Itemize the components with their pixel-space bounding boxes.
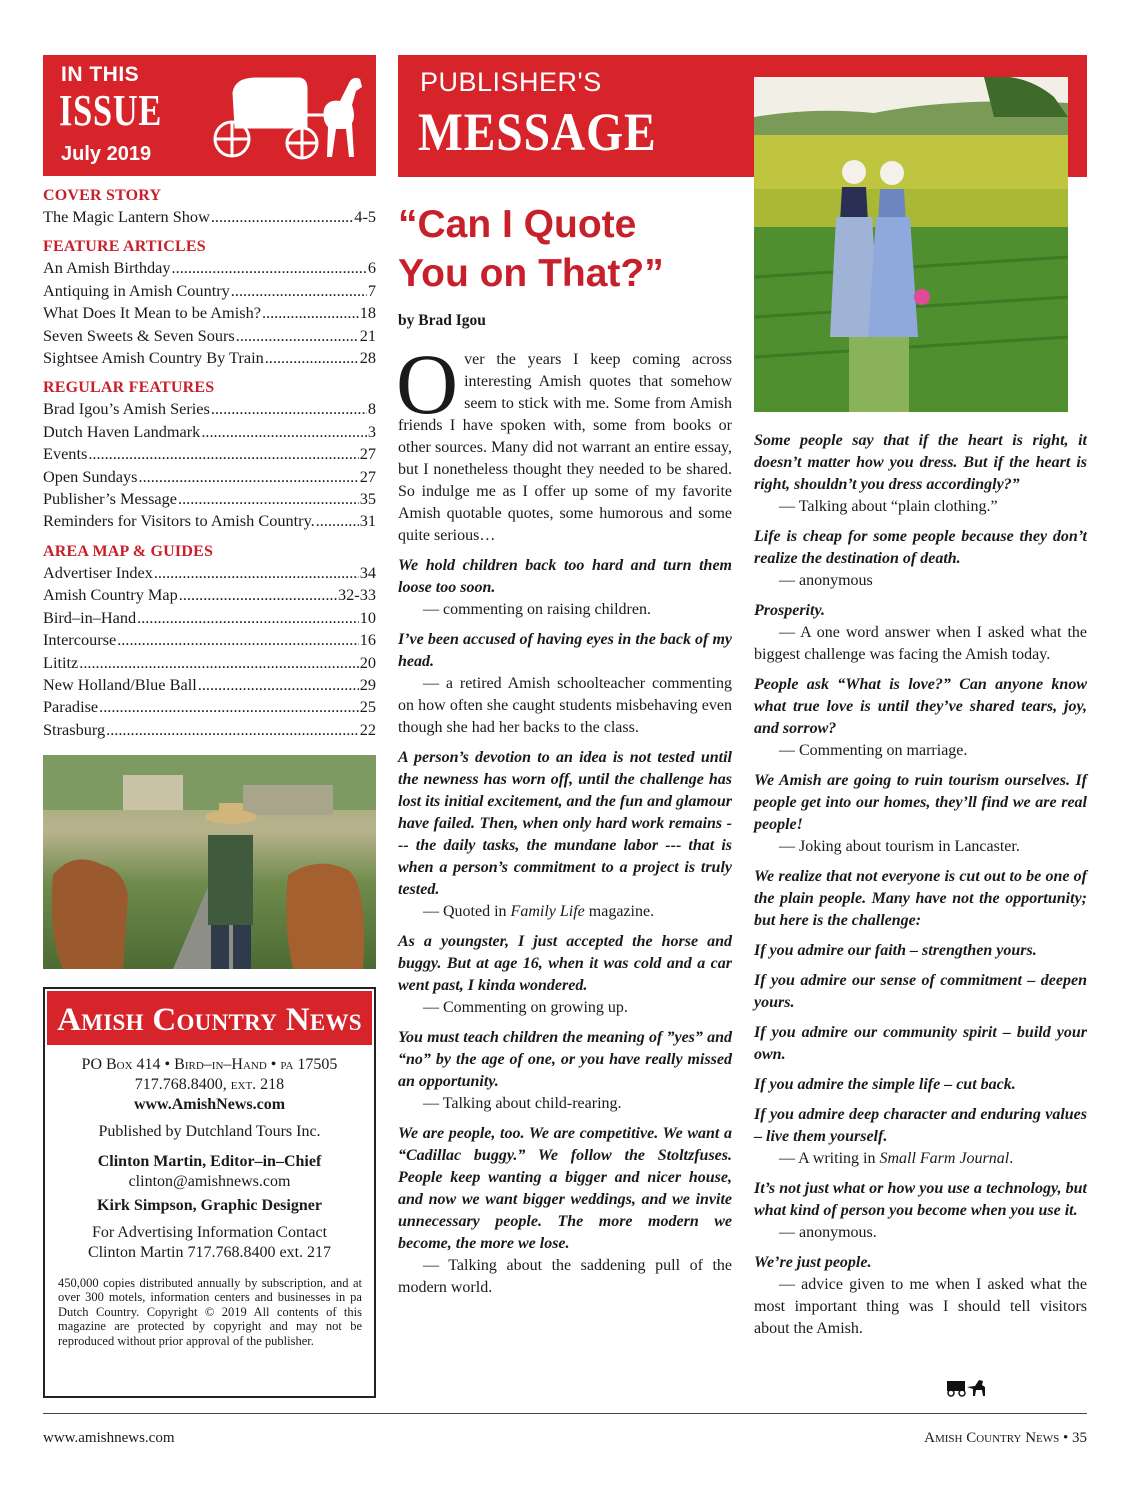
intro-text: ver the years I keep coming across interesting Amish quotes that somehow seem to stick with me. Some from Amish friends I have spoken with, some from books or other sources. Many did not warrant an entire essay, but I nonetheless thought they needed to be shared. So indulge me as I offer up some of my favorite Amish quotable quotes, some humorous and some quite serious… [398,351,732,544]
quote-text: You must teach children the meaning of ”yes” and “no” by the age of one, or you have really missed an opportunity. [398,1029,732,1090]
toc-entry-page: 3 [367,421,376,441]
toc-entry-title: Publisher’s Message [43,489,178,509]
toc-entry-title: Events [43,444,88,464]
toc-entry[interactable] [43,347,376,369]
amish-girls-in-cornfield-photo [754,77,1068,412]
quote-text: We’re just people. [754,1254,872,1271]
attribution-suffix: . [1009,1150,1014,1167]
toc-leader-dots [316,510,359,532]
toc-entry[interactable] [43,206,376,228]
toc-leader-dots [198,674,359,696]
toc-entry-page: 29 [359,674,376,694]
toc-leader-dots [262,302,359,324]
in-this-issue-banner [43,55,376,176]
quote-text: Some people say that if the heart is right, it doesn’t matter how you dress. But if the heart is right, shouldn’t you dress accordingly?” [754,432,1087,493]
toc-leader-dots [231,280,367,302]
quote-text: If you admire our sense of commitment – deepen yours. [754,972,1087,1011]
toc-leader-dots [99,696,359,718]
horse-and-buggy-icon [206,65,366,165]
amish-farmer-with-horses-photo [43,755,376,969]
article-column-middle [396,336,732,1307]
toc-leader-dots [117,629,358,651]
toc-entry-page: 28 [359,348,376,368]
toc-section-heading: FEATURE ARTICLES [43,238,206,256]
toc-entry-title: Brad Igou’s Amish Series [43,399,210,419]
toc-entry-page: 18 [359,303,376,323]
masthead-advertising-line1: For Advertising Information Contact [91,1224,328,1241]
publication-title: Family Life [510,903,585,920]
toc-entry-page: 10 [359,607,376,627]
toc-entry[interactable] [43,280,376,302]
toc-entry-title: Advertiser Index [43,562,153,582]
toc-section-heading: COVER STORY [43,187,162,204]
quote-attribution: — Talking about the saddening pull of the modern world. [398,1257,732,1296]
masthead-editor-email[interactable]: clinton@amishnews.com [128,1173,291,1190]
quote-attribution: — anonymous. [779,1224,877,1241]
toc-entry-title: What Does It Mean to be Amish? [43,303,261,323]
quote-text: We Amish are going to ruin tourism ourselves. If people get into our homes, they’ll find we are real people! [754,772,1087,833]
quotes-list-right [754,430,1087,1340]
masthead-phone: 717.768.8400, ext. 218 [134,1076,285,1093]
quote-text: A person’s devotion to an idea is not tested until the newness has worn off, until the challenge has lost its initial excitement, and the fun and glamour have failed. Then, when only hard work remains --- the daily tasks, the mundane labor --- that is when a person’s commitment to a project is truly tested. [398,749,732,898]
toc-entry[interactable] [43,652,376,674]
issue-banner-line1: IN THIS [61,63,140,86]
buggy-end-mark-icon [945,1377,991,1397]
toc-entry-title: Reminders for Visitors to Amish Country. [43,511,315,531]
toc-entry-title: Bird–in–Hand [43,607,137,627]
quote-attribution: — a retired Amish schoolteacher commenting on how often she caught students misbehaving even though she had her backs to the class. [398,675,732,736]
masthead-publisher: Published by Dutchland Tours Inc. [98,1123,321,1140]
quote-attribution: — Talking about child-rearing. [423,1095,622,1112]
quote-text: We hold children back too hard and turn them loose too soon. [398,557,732,596]
toc-entry-page: 16 [359,630,376,650]
quote-attribution [754,1148,1087,1170]
toc-entry-page: 31 [359,511,376,531]
toc-entry-page: 4-5 [354,207,376,226]
masthead-designer: Kirk Simpson, Graphic Designer [97,1197,322,1214]
toc-entry[interactable] [43,584,376,606]
toc-entry-page: 6 [367,258,376,278]
toc-entry[interactable] [43,719,376,741]
toc-leader-dots [137,607,359,629]
quote-attribution: — A one word answer when I asked what the biggest challenge was facing the Amish today. [754,624,1087,663]
toc-leader-dots [211,206,353,228]
drop-cap: O [396,336,459,432]
toc-entry[interactable] [43,562,376,584]
quotes-list-middle [398,555,732,1299]
quote-text: As a youngster, I just accepted the horse and buggy. But at age 16, when it was cold and a car went past, I kinda wondered. [398,933,732,994]
quote-text: I’ve been accused of having eyes in the back of my head. [398,631,732,670]
footer-divider [43,1413,1087,1414]
issue-banner-line2: ISSUE [59,86,163,135]
banner-line2: MESSAGE [418,102,657,162]
toc-entry-page: 35 [359,489,376,509]
quote-attribution: — Commenting on growing up. [423,999,628,1016]
toc-entry[interactable] [43,398,376,420]
toc-entry-page: 25 [359,697,376,717]
toc-section-heading: REGULAR FEATURES [43,379,215,397]
headline-line2: You on That?” [398,252,664,295]
toc-entry-title: Sightsee Amish Country By Train [43,348,264,368]
quote-attribution: — advice given to me when I asked what the most important thing was I should tell visitors about the Amish. [754,1276,1087,1337]
toc-entry[interactable] [43,443,376,465]
toc-entry-page: 20 [359,652,376,672]
toc-leader-dots [139,466,359,488]
quote-attribution [398,901,732,923]
toc-entry[interactable] [43,257,376,279]
table-of-contents [43,186,376,741]
toc-entry-page: 27 [359,466,376,486]
toc-entry[interactable] [43,325,376,347]
toc-entry-title: Amish Country Map [43,585,178,605]
quote-text: We realize that not everyone is cut out to be one of the plain people. Many have not the opportunity; but here is the challenge: [754,868,1087,929]
toc-entry-page: 34 [359,562,376,582]
article-intro [396,336,732,547]
footer-page-number: Amish Country News • 35 [924,1430,1087,1446]
headline-line1: “Can I Quote [398,203,637,246]
quote-text: It’s not just what or how you use a technology, but what kind of person you become when you use it. [754,1180,1087,1219]
quote-text: If you admire deep character and enduring values – live them yourself. [754,1106,1087,1145]
toc-entry[interactable] [43,302,376,324]
toc-leader-dots [236,325,359,347]
toc-entry-page: 32-33 [338,585,376,605]
toc-leader-dots [179,584,337,606]
toc-entry-title: The Magic Lantern Show [43,207,210,226]
quote-text: We are people, too. We are competitive. We want a “Cadillac buggy.” We follow the Stoltzfuses. People keep wanting a bigger and nicer house, and now we want bigger weddings, and we invite unnecessary people. The more modern we become, the more we lose. [398,1125,732,1252]
toc-entry[interactable] [43,421,376,443]
toc-leader-dots [265,347,359,369]
attribution-prefix: — A writing in [779,1150,880,1167]
quote-attribution: — Commenting on marriage. [779,742,968,759]
toc-entry-title: Paradise [43,697,99,717]
toc-entry-title: Seven Sweets & Seven Sours [43,325,235,345]
quote-attribution: — anonymous [779,572,873,589]
article-column-right [754,430,1087,1348]
toc-entry[interactable] [43,674,376,696]
quote-text: If you admire the simple life – cut back. [754,1076,1016,1093]
footer-website[interactable]: www.amishnews.com [43,1430,175,1446]
quote-attribution: — Joking about tourism in Lancaster. [779,838,1020,855]
masthead-editor: Clinton Martin, Editor–in–Chief [97,1153,322,1170]
quote-text: Life is cheap for some people because they don’t realize the destination of death. [754,528,1087,567]
masthead-box [43,987,376,1398]
toc-entry-title: An Amish Birthday [43,258,171,278]
toc-entry-title: Intercourse [43,630,117,650]
toc-entry[interactable] [43,629,376,651]
toc-entry-page: 21 [359,325,376,345]
toc-entry[interactable] [43,466,376,488]
toc-leader-dots [106,719,359,741]
toc-entry-title: Strasburg [43,719,106,739]
toc-entry[interactable] [43,607,376,629]
masthead-fine-print: 450,000 copies distributed annually by subscription, and at over 300 motels, information centers and businesses in pa Dutch Country. Copyright © 2019 All contents of this magazine are protected by copyright and may not be reproduced without prior approval of the publisher. [58,1276,362,1348]
toc-entry-page: 7 [367,280,376,300]
publication-title: Small Farm Journal [879,1150,1010,1167]
article-byline: by Brad Igou [398,312,486,329]
toc-leader-dots [201,421,367,443]
toc-entry-page: 27 [359,444,376,464]
toc-entry[interactable] [43,510,376,532]
masthead-address: PO Box 414 • Bird–in–Hand • pa 17505 [81,1056,338,1073]
quote-text: Prosperity. [754,602,825,619]
toc-leader-dots [172,257,367,279]
toc-leader-dots [154,562,359,584]
quote-text: People ask “What is love?” Can anyone know what true love is until they’ve shared tears, joy, and sorrow? [754,676,1087,737]
toc-entry-title: Antiquing in Amish Country [43,280,230,300]
toc-entry[interactable] [43,696,376,718]
toc-leader-dots [178,488,359,510]
toc-entry-title: Dutch Haven Landmark [43,421,201,441]
toc-entry-page: 8 [367,399,376,419]
toc-leader-dots [88,443,358,465]
quote-attribution: — commenting on raising children. [423,601,651,618]
toc-entry-title: Open Sundays [43,466,138,486]
quote-text: If you admire our community spirit – build your own. [754,1024,1087,1063]
issue-banner-date: July 2019 [61,143,152,165]
attribution-prefix: — Quoted in [423,903,511,920]
masthead-title: Amish Country News [47,991,372,1045]
article-headline [398,200,738,298]
toc-entry[interactable] [43,488,376,510]
attribution-suffix: magazine. [584,903,655,920]
banner-line1: PUBLISHER'S [420,67,602,97]
toc-leader-dots [211,398,367,420]
toc-section-heading: AREA MAP & GUIDES [43,542,214,560]
quote-attribution: — Talking about “plain clothing.” [779,498,998,515]
masthead-advertising-line2: Clinton Martin 717.768.8400 ext. 217 [87,1244,332,1261]
toc-entry-title: New Holland/Blue Ball [43,674,197,694]
toc-leader-dots [79,652,358,674]
toc-entry-title: Lititz [43,652,79,672]
masthead-website[interactable]: www.AmishNews.com [133,1096,286,1113]
toc-entry-page: 22 [359,719,376,739]
quote-text: If you admire our faith – strengthen yours. [754,942,1037,959]
